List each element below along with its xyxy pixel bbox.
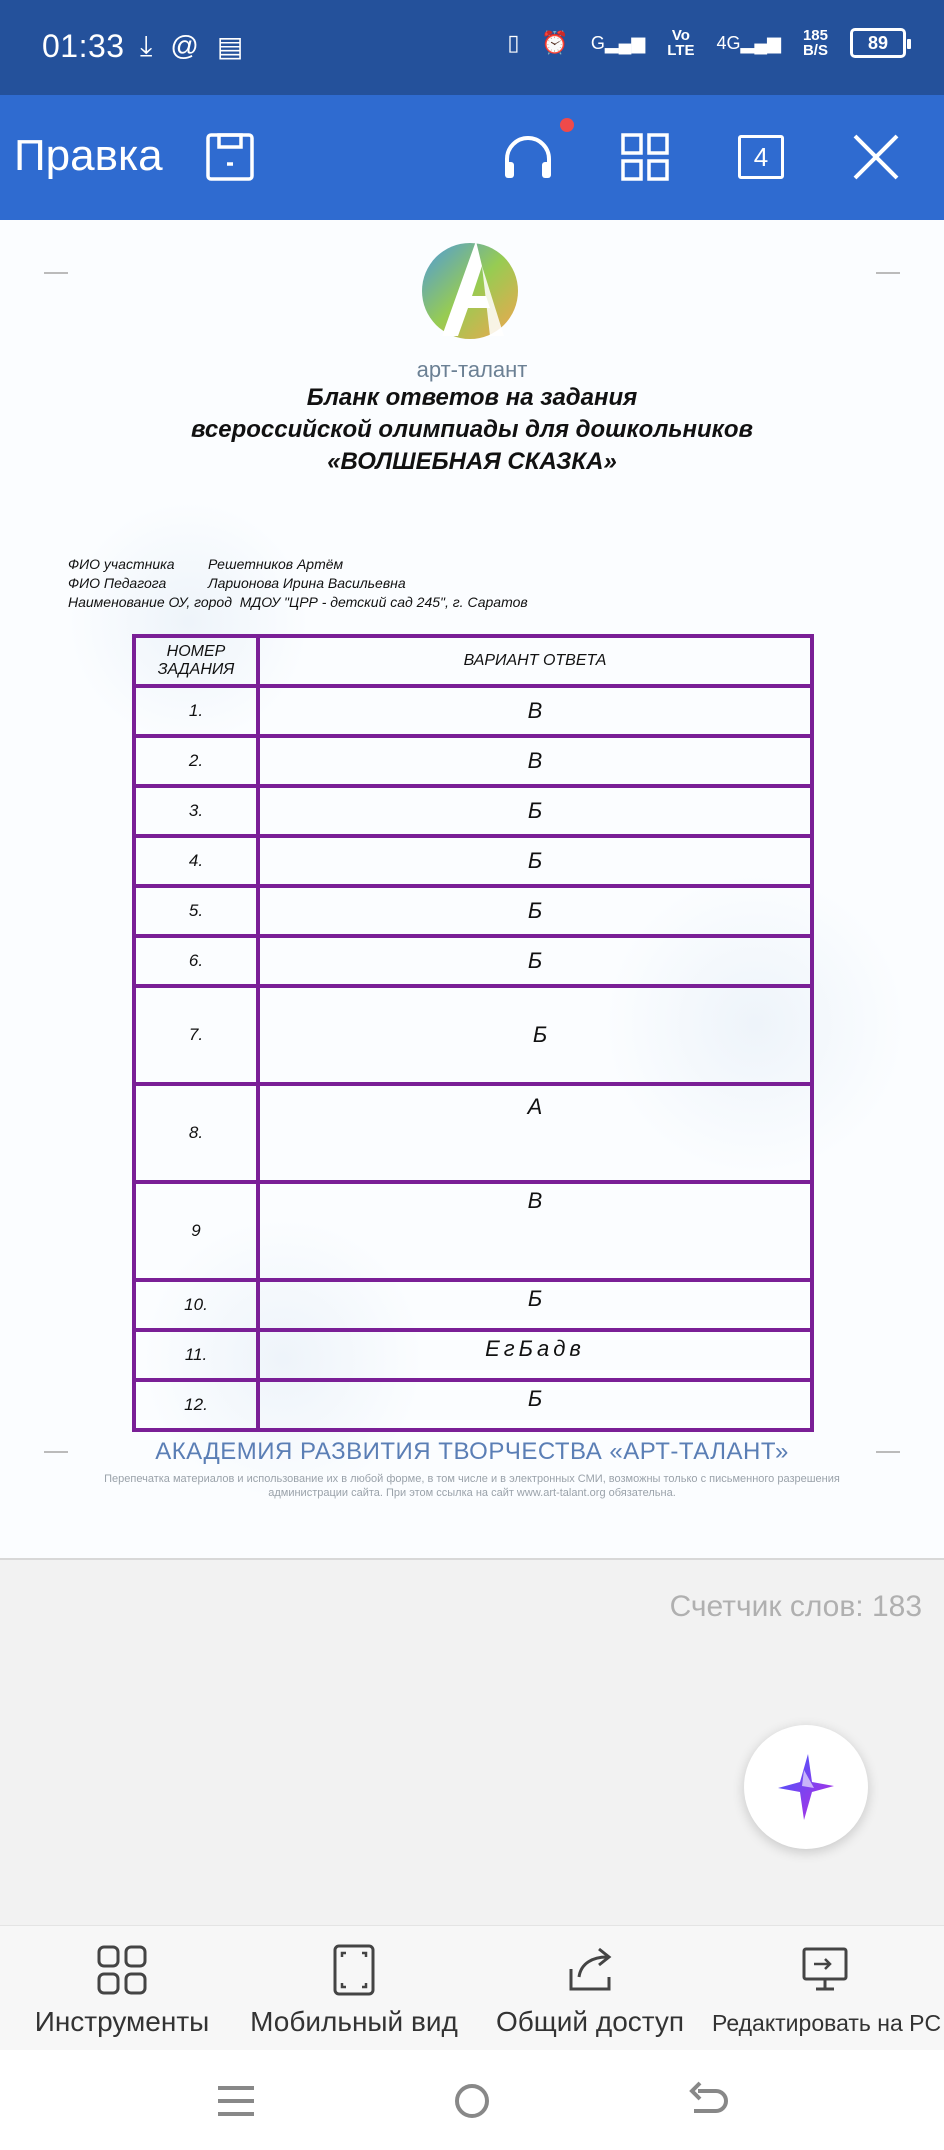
edit-on-pc-button[interactable] [712, 1940, 942, 2037]
answer-cell[interactable]: Б [258, 986, 812, 1084]
table-row [134, 1280, 812, 1330]
document-page[interactable] [0, 220, 944, 1560]
task-number: 10. [134, 1280, 258, 1330]
back-icon[interactable] [678, 2076, 738, 2126]
word-count: Счетчик слов: 183 [669, 1590, 922, 1623]
editor-footer-area [0, 1560, 944, 1925]
table-row [134, 686, 812, 736]
corner-mark [876, 250, 900, 274]
at-icon: @ [170, 30, 199, 61]
answer-cell[interactable]: В [258, 736, 812, 786]
table-row [134, 786, 812, 836]
status-right-icons [507, 28, 906, 58]
answer-cell[interactable]: Б [258, 1280, 812, 1330]
share-icon [490, 1940, 690, 2000]
document-title [0, 382, 944, 478]
meta-value: МДОУ "ЦРР - детский сад 245", г. Саратов [239, 594, 528, 610]
battery-level: 89 [867, 32, 889, 53]
status-time: 01:33 [42, 28, 125, 64]
task-number: 8. [134, 1084, 258, 1182]
table-header-row [134, 636, 812, 686]
table-row [134, 936, 812, 986]
task-number: 5. [134, 886, 258, 936]
tools-button[interactable] [22, 1940, 222, 2038]
headset-icon[interactable] [500, 129, 556, 185]
tools-label: Инструменты [34, 2006, 210, 2037]
title-line: Бланк ответов на задания [306, 384, 638, 411]
meta-value: Ларионова Ирина Васильевна [208, 575, 406, 591]
task-number: 7. [134, 986, 258, 1084]
participant-info [68, 555, 528, 612]
status-notification-icons [140, 30, 243, 63]
tools-icon [22, 1940, 222, 2000]
answer-cell[interactable]: ЕгБадв [258, 1330, 812, 1380]
share-label: Общий доступ [495, 2006, 685, 2037]
answer-cell[interactable]: В [258, 1182, 812, 1280]
signal-g-icon: G▂▄▆ [590, 32, 646, 53]
table-row [134, 886, 812, 936]
answer-cell[interactable]: Б [258, 936, 812, 986]
table-row [134, 1330, 812, 1380]
notification-dot [560, 118, 574, 132]
mobile-view-icon [240, 1940, 468, 2000]
app-toolbar [0, 95, 944, 220]
corner-mark [44, 250, 68, 274]
page-count-label: 4 [738, 135, 784, 179]
title-line: всероссийской олимпиады для дошкольников [191, 416, 753, 443]
table-row [134, 736, 812, 786]
menu-icon[interactable] [206, 2076, 266, 2126]
vibrate-icon: ▯ [507, 30, 520, 55]
network-type-label: 4G [716, 32, 741, 53]
logo-text: арт-талант [416, 357, 528, 382]
answer-cell[interactable]: Б [258, 836, 812, 886]
news-icon: ▤ [216, 31, 244, 62]
task-number: 11. [134, 1330, 258, 1380]
meta-row [68, 574, 528, 593]
task-number: 2. [134, 736, 258, 786]
battery-icon [850, 28, 906, 58]
table-row [134, 986, 812, 1084]
download-done-icon: ⤓ [140, 30, 153, 61]
volte-indicator: Vo LTE [667, 27, 695, 59]
academy-footer: АКАДЕМИЯ РАЗВИТИЯ ТВОРЧЕСТВА «АРТ-ТАЛАНТ» [155, 1438, 789, 1465]
ai-sparkle-icon [774, 1752, 838, 1822]
header-number: НОМЕР ЗАДАНИЯ [134, 636, 258, 686]
home-icon[interactable] [442, 2076, 502, 2126]
art-talant-logo [420, 236, 520, 351]
network-speed: 185 B/S [802, 27, 828, 59]
save-icon[interactable] [202, 129, 258, 185]
grid-icon[interactable] [617, 129, 673, 185]
edit-on-pc-label: Редактировать на PC [712, 2010, 942, 2036]
close-icon[interactable] [848, 129, 904, 185]
task-number: 1. [134, 686, 258, 736]
task-number: 4. [134, 836, 258, 886]
table-row [134, 1182, 812, 1280]
page-count-button[interactable] [733, 129, 789, 185]
answer-cell[interactable]: Б [258, 886, 812, 936]
answer-cell[interactable]: А [258, 1084, 812, 1182]
alarm-icon: ⏰ [541, 30, 569, 55]
task-number: 9 [134, 1182, 258, 1280]
meta-row [68, 593, 528, 612]
table-row [134, 1084, 812, 1182]
ai-assistant-button[interactable] [744, 1725, 868, 1849]
meta-row [68, 555, 528, 574]
answer-cell[interactable]: Б [258, 786, 812, 836]
title-line: «ВОЛШЕБНАЯ СКАЗКА» [327, 448, 617, 475]
signal-4g-icon: 4G▂▄▆ [716, 32, 781, 53]
system-nav-bar [0, 2050, 944, 2150]
status-bar [0, 0, 944, 95]
header-answer: ВАРИАНТ ОТВЕТА [258, 636, 812, 686]
table-row [134, 836, 812, 886]
meta-label: ФИО Педагога [68, 575, 167, 591]
meta-value: Решетников Артём [208, 556, 344, 572]
bottom-toolbar [0, 1925, 944, 2050]
meta-label: ФИО участника [68, 556, 175, 572]
mobile-view-label: Мобильный вид [250, 2006, 458, 2037]
toolbar-title: Правка [14, 131, 163, 180]
answer-cell[interactable]: Б [258, 1380, 812, 1430]
copyright-notice: Перепечатка материалов и использование их в любой форме, в том числе и в электронных СМИ, возможны только с письменного разрешения администрации сайта. При этом ссылка на сайт www.art-talant.org обязательна. [104, 1473, 840, 1499]
table-row [134, 1380, 812, 1430]
task-number: 3. [134, 786, 258, 836]
task-number: 12. [134, 1380, 258, 1430]
mobile-view-button[interactable] [240, 1940, 468, 2038]
share-button[interactable] [490, 1940, 690, 2038]
task-number: 6. [134, 936, 258, 986]
answers-table [132, 634, 814, 1432]
monitor-icon [712, 1940, 938, 2000]
answer-cell[interactable]: В [258, 686, 812, 736]
meta-label: Наименование ОУ, город [68, 594, 232, 610]
